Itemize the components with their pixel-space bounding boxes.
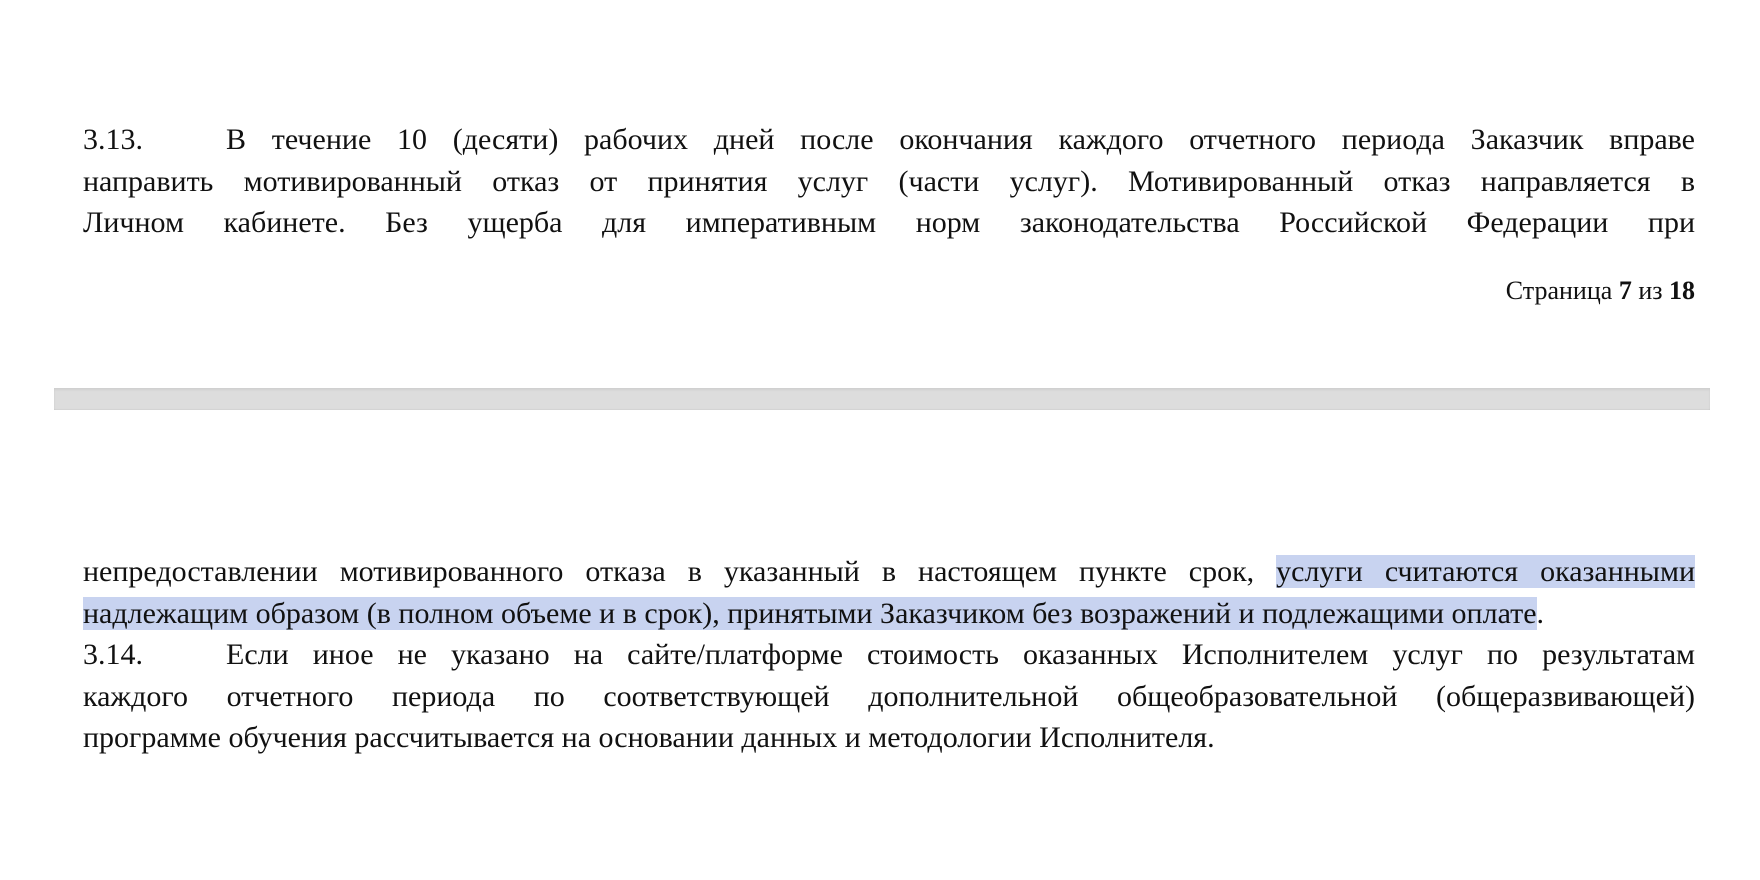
footer-prefix: Страница [1505,276,1613,305]
clause-3-13-line-2: направить мотивированный отказ от принятия услуг (части услуг). Мотивированный отказ направляется в [83,164,1695,198]
document-page-7 [54,0,1710,388]
clause-3-14-line-1 [83,634,1695,676]
page-separator [54,388,1710,410]
selected-text[interactable]: надлежащим образом (в полном объеме и в срок), принятыми Заказчиком без возражений и подлежащими оплате [83,596,1537,630]
clause-3-13-line-3: Личном кабинете. Без ущерба для императивным норм законодательства Российской Федерации при [83,206,1695,239]
footer-total-pages: 18 [1669,276,1695,305]
continuation-line-2 [83,593,1695,635]
clause-number: 3.14. [83,638,143,671]
clause-text: В течение 10 (десяти) рабочих дней после окончания каждого отчетного периода Заказчик вправе [226,123,1695,156]
footer-separator: из [1638,276,1663,305]
continuation-text: . [1536,596,1545,630]
continuation-text: непредоставлении мотивированного отказа в указанный в настоящем пункте срок, [83,555,1277,588]
clause-3-13 [83,119,1695,244]
continuation-line-1 [83,551,1695,593]
clause-number: 3.13. [83,123,143,156]
selected-text[interactable]: услуги считаются оказанными [1276,555,1695,588]
clause-3-13-line-1 [83,119,1695,161]
clause-3-14-line-3: программе обучения рассчитывается на основании данных и методологии Исполнителя. [83,721,1215,754]
footer-current-page: 7 [1618,276,1632,305]
page-8-text [83,551,1695,759]
clause-text: Если иное не указано на сайте/платформе стоимость оказанных Исполнителем услуг по результатам [226,638,1695,671]
page-footer [1506,274,1695,308]
clause-3-14-line-2: каждого отчетного периода по соответствующей дополнительной общеобразовательной (общеразвивающей) [83,679,1695,713]
